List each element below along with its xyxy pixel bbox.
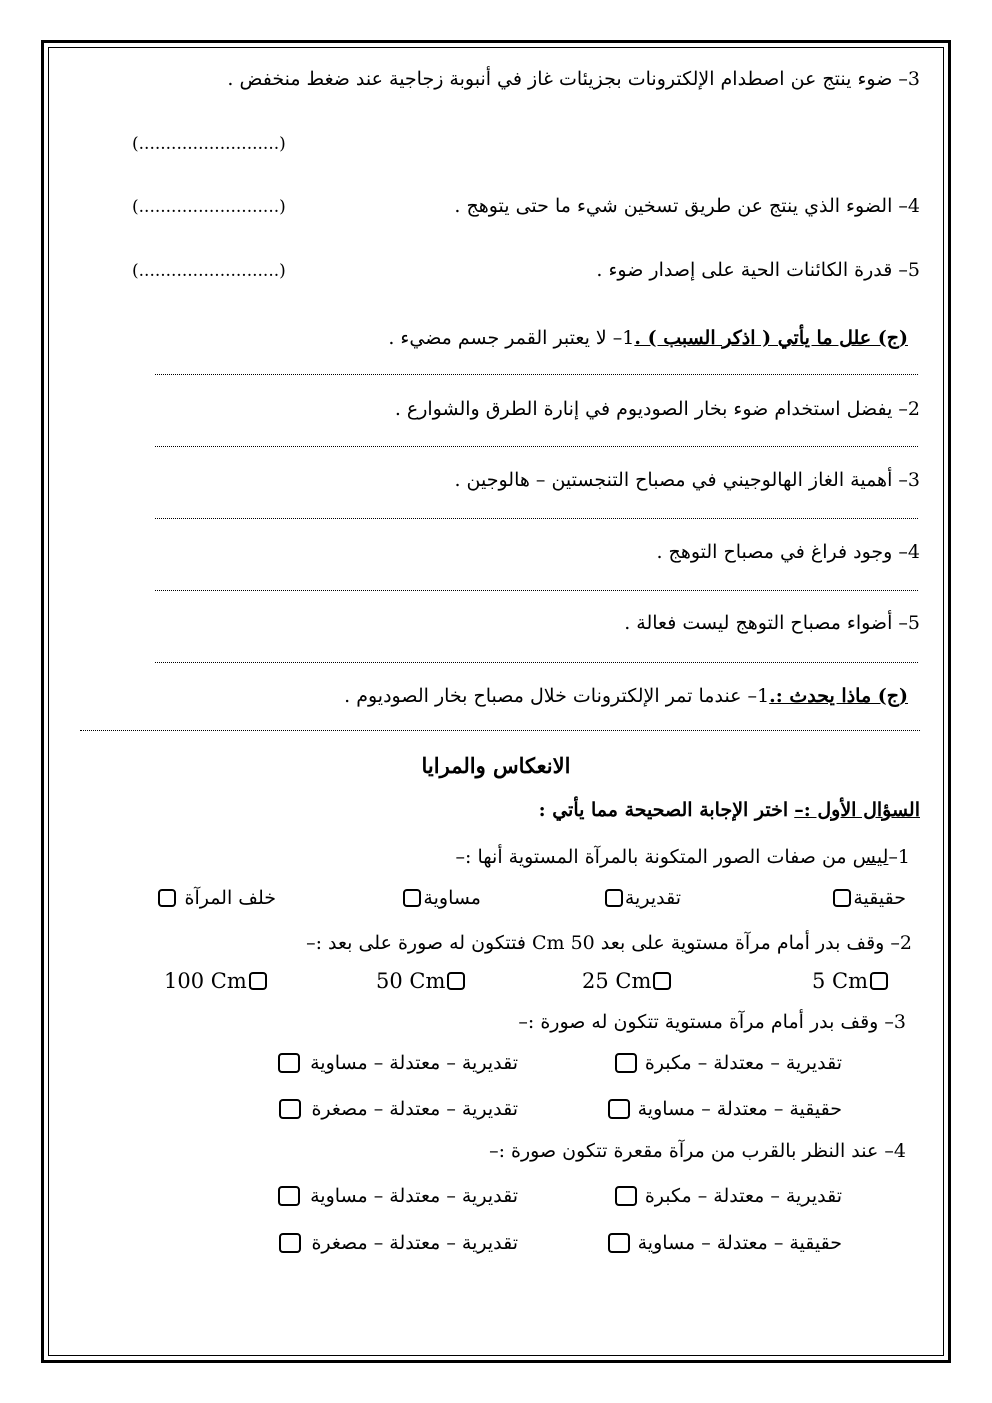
question-label: السؤال الأول :– bbox=[794, 799, 920, 821]
checkbox[interactable] bbox=[403, 889, 421, 907]
checkbox[interactable] bbox=[279, 1099, 301, 1119]
q4-option-4[interactable]: تقديرية – معتدلة – مصغرة bbox=[279, 1232, 518, 1254]
definition-item-3: 3– ضوء ينتج عن اصطدام الإلكترونات بجزيئات غاز في أنبوبة زجاجية عند ضغط منخفض . bbox=[227, 68, 920, 90]
mcq-question-1: 1–ليس من صفات الصور المتكونة بالمرآة المستوية أنها :– bbox=[455, 846, 910, 868]
answer-line[interactable] bbox=[155, 590, 918, 591]
reason-item-5: 5– أضواء مصباح التوهج ليست فعالة . bbox=[624, 612, 920, 634]
q3-option-1[interactable]: تقديرية – معتدلة – مكبرة bbox=[615, 1052, 842, 1074]
reason-item-3: 3– أهمية الغاز الهالوجيني في مصباح التنجستين – هالوجين . bbox=[454, 469, 920, 491]
q3-option-4[interactable]: تقديرية – معتدلة – مصغرة bbox=[279, 1098, 518, 1120]
q2-option-4[interactable]: 100 Cm bbox=[164, 969, 267, 993]
q4-option-2[interactable]: تقديرية – معتدلة – مساوية bbox=[278, 1185, 518, 1207]
q1-option-4[interactable]: خلف المرآة bbox=[158, 887, 276, 909]
q1-option-3[interactable]: مساوية bbox=[403, 887, 481, 909]
what-happens-heading: (ج) ماذا يحدث :. bbox=[769, 685, 908, 707]
checkbox[interactable] bbox=[833, 889, 851, 907]
answer-line[interactable] bbox=[155, 662, 918, 663]
q1-option-2[interactable]: تقديرية bbox=[605, 887, 681, 909]
answer-blank-3[interactable]: (..........................) bbox=[132, 134, 286, 154]
reason-item-4: 4– وجود فراغ في مصباح التوهج . bbox=[656, 541, 920, 563]
q2-option-1[interactable]: 5 Cm bbox=[812, 969, 888, 993]
checkbox[interactable] bbox=[608, 1233, 630, 1253]
answer-line[interactable] bbox=[155, 374, 918, 375]
checkbox[interactable] bbox=[158, 889, 176, 907]
reason-item-2: 2– يفضل استخدام ضوء بخار الصوديوم في إنارة الطرق والشوارع . bbox=[394, 398, 920, 420]
q3-option-2[interactable]: تقديرية – معتدلة – مساوية bbox=[278, 1052, 518, 1074]
q1-option-1[interactable]: حقيقية bbox=[833, 887, 906, 909]
checkbox[interactable] bbox=[615, 1186, 637, 1206]
mcq-question-3: 3– وقف بدر أمام مرآة مستوية تتكون له صورة :– bbox=[518, 1011, 906, 1033]
q2-option-2[interactable]: 25 Cm bbox=[582, 969, 671, 993]
checkbox[interactable] bbox=[447, 972, 465, 990]
checkbox[interactable] bbox=[608, 1099, 630, 1119]
what-happens-item-1: (ج) ماذا يحدث :.1– عندما تمر الإلكترونات خلال مصباح بخار الصوديوم . bbox=[344, 685, 908, 707]
section-divider bbox=[80, 730, 920, 731]
checkbox[interactable] bbox=[278, 1186, 300, 1206]
mcq-question-2: 2– وقف بدر أمام مرآة مستوية على بعد 50 Cm فتتكون له صورة على بعد :– bbox=[306, 932, 912, 954]
answer-blank-4[interactable]: (..........................) bbox=[132, 197, 286, 217]
checkbox[interactable] bbox=[249, 972, 267, 990]
checkbox[interactable] bbox=[279, 1233, 301, 1253]
q4-option-3[interactable]: حقيقية – معتدلة – مساوية bbox=[608, 1232, 842, 1254]
answer-line[interactable] bbox=[155, 446, 918, 447]
checkbox[interactable] bbox=[278, 1053, 300, 1073]
q2-option-3[interactable]: 50 Cm bbox=[376, 969, 465, 993]
question-heading: السؤال الأول :– اختر الإجابة الصحيحة مما يأتي : bbox=[538, 799, 920, 821]
section-title: الانعكاس والمرايا bbox=[421, 753, 571, 778]
q4-option-1[interactable]: تقديرية – معتدلة – مكبرة bbox=[615, 1185, 842, 1207]
mcq-question-4: 4– عند النظر بالقرب من مرآة مقعرة تتكون صورة :– bbox=[489, 1140, 906, 1162]
definition-item-5: 5– قدرة الكائنات الحية على إصدار ضوء . bbox=[596, 259, 920, 281]
reason-heading: (ج) علل ما يأتي ( اذكر السبب ) . bbox=[634, 327, 908, 349]
q3-option-3[interactable]: حقيقية – معتدلة – مساوية bbox=[608, 1098, 842, 1120]
checkbox[interactable] bbox=[870, 972, 888, 990]
definition-item-4: 4– الضوء الذي ينتج عن طريق تسخين شيء ما حتى يتوهج . bbox=[454, 195, 920, 217]
checkbox[interactable] bbox=[653, 972, 671, 990]
answer-blank-5[interactable]: (..........................) bbox=[132, 261, 286, 281]
reason-item-1: (ج) علل ما يأتي ( اذكر السبب ) .1– لا يعتبر القمر جسم مضيء . bbox=[388, 327, 908, 349]
answer-line[interactable] bbox=[155, 518, 918, 519]
checkbox[interactable] bbox=[615, 1053, 637, 1073]
checkbox[interactable] bbox=[605, 889, 623, 907]
